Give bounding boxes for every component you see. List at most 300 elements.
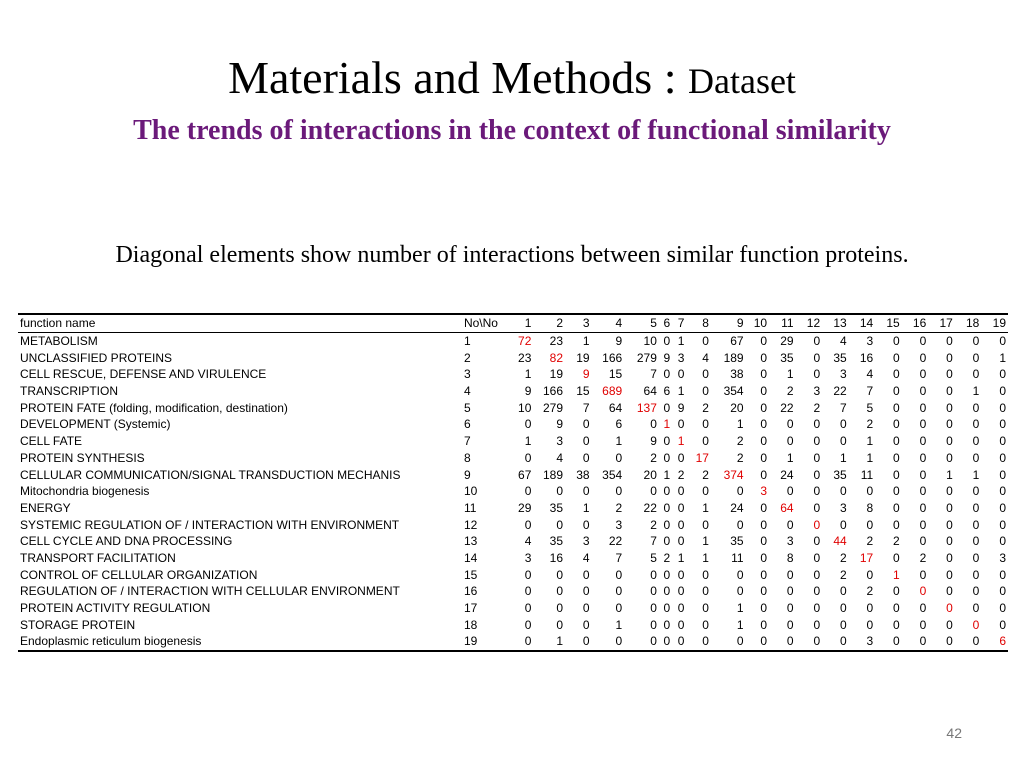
matrix-cell: 16: [549, 550, 564, 565]
row-number: 7: [463, 434, 471, 449]
matrix-cell: 0: [946, 567, 953, 582]
matrix-cell: 0: [972, 500, 980, 515]
matrix-cell: 1: [736, 417, 744, 432]
matrix-cell: 0: [615, 584, 623, 599]
matrix-cell: 0: [760, 467, 768, 482]
slide-subtitle: The trends of interactions in the context of functional similarity: [133, 115, 891, 146]
matrix-cell: 0: [650, 601, 657, 616]
table-row: [18, 616, 1008, 633]
matrix-cell: 15: [608, 367, 623, 382]
matrix-cell: 279: [636, 350, 657, 365]
matrix-cell: 0: [650, 617, 657, 632]
matrix-cell: 0: [999, 384, 1006, 399]
matrix-cell: 0: [839, 634, 847, 649]
matrix-cell: 0: [524, 484, 532, 499]
matrix-cell: 0: [760, 350, 768, 365]
slide-title: [0, 52, 1024, 107]
matrix-cell: 0: [972, 567, 980, 582]
header-col-1: 1: [524, 316, 532, 331]
matrix-cell: 0: [582, 450, 590, 465]
table-row: [18, 583, 1008, 600]
matrix-cell: 0: [524, 567, 532, 582]
matrix-cell: 0: [760, 601, 768, 616]
matrix-cell: 3: [866, 334, 874, 349]
matrix-cell: 1: [946, 467, 953, 482]
slide-description: Diagonal elements show number of interactions between similar function proteins.: [115, 242, 909, 268]
matrix-cell: 0: [813, 417, 821, 432]
matrix-cell: 8: [866, 500, 874, 515]
matrix-cell: 29: [518, 500, 532, 515]
matrix-cell: 0: [677, 634, 685, 649]
matrix-cell: 2: [650, 517, 657, 532]
table-row: [18, 483, 1008, 500]
matrix-cell: 0: [663, 334, 671, 349]
matrix-cell: 0: [999, 467, 1006, 482]
table-row: [18, 566, 1008, 583]
row-number: 13: [463, 534, 478, 549]
matrix-cell: 166: [602, 350, 623, 365]
matrix-cell: 0: [760, 617, 768, 632]
matrix-cell: 0: [946, 334, 953, 349]
matrix-cell: 0: [786, 634, 794, 649]
matrix-cell: 7: [839, 400, 847, 415]
matrix-cell: 0: [524, 584, 532, 599]
matrix-cell: 0: [813, 634, 821, 649]
matrix-cell: 0: [663, 601, 671, 616]
diagonal-cell: 374: [723, 467, 744, 482]
matrix-cell: 0: [556, 601, 564, 616]
matrix-cell: 0: [663, 567, 671, 582]
matrix-cell: 0: [999, 617, 1006, 632]
header-col-13: 13: [833, 316, 847, 331]
matrix-cell: 0: [813, 534, 821, 549]
diagonal-cell: 82: [549, 350, 564, 365]
matrix-cell: 0: [702, 601, 709, 616]
matrix-cell: 0: [663, 584, 671, 599]
matrix-cell: 4: [839, 334, 847, 349]
matrix-cell: 354: [723, 384, 744, 399]
matrix-cell: 9: [663, 350, 671, 365]
matrix-cell: 0: [663, 367, 671, 382]
matrix-cell: 0: [893, 450, 900, 465]
matrix-cell: 0: [839, 617, 847, 632]
matrix-cell: 0: [760, 334, 768, 349]
page-number: 42: [946, 725, 962, 741]
row-function-name: CONTROL OF CELLULAR ORGANIZATION: [20, 567, 258, 582]
matrix-cell: 7: [650, 534, 657, 549]
matrix-cell: 0: [813, 367, 821, 382]
matrix-cell: 0: [946, 584, 953, 599]
title-sub: Dataset: [687, 61, 796, 101]
matrix-cell: 0: [893, 434, 900, 449]
matrix-cell: 7: [650, 367, 657, 382]
matrix-cell: 7: [582, 400, 590, 415]
matrix-cell: 0: [556, 517, 564, 532]
matrix-cell: 0: [736, 567, 744, 582]
matrix-cell: 0: [615, 567, 623, 582]
matrix-cell: 0: [946, 417, 953, 432]
matrix-cell: 0: [582, 584, 590, 599]
matrix-cell: 0: [786, 517, 794, 532]
matrix-cell: 38: [576, 467, 590, 482]
matrix-cell: 0: [972, 350, 980, 365]
matrix-cell: 0: [760, 634, 768, 649]
matrix-cell: 0: [946, 517, 953, 532]
matrix-cell: 0: [813, 584, 821, 599]
header-col-5: 5: [650, 316, 657, 331]
matrix-cell: 9: [650, 434, 657, 449]
table-row: [18, 600, 1008, 617]
diagonal-cell: 72: [518, 334, 532, 349]
matrix-cell: 67: [730, 334, 744, 349]
matrix-cell: 2: [677, 467, 685, 482]
matrix-cell: 0: [556, 617, 564, 632]
matrix-cell: 1: [615, 617, 623, 632]
matrix-cell: 0: [972, 517, 980, 532]
matrix-cell: 1: [556, 634, 564, 649]
matrix-cell: 7: [615, 550, 623, 565]
matrix-cell: 5: [866, 400, 874, 415]
row-number: 2: [463, 350, 471, 365]
matrix-cell: 0: [893, 400, 900, 415]
matrix-cell: 35: [780, 350, 794, 365]
matrix-cell: 19: [576, 350, 590, 365]
row-number: 10: [463, 484, 478, 499]
matrix-cell: 2: [893, 534, 900, 549]
matrix-cell: 0: [702, 617, 709, 632]
matrix-cell: 0: [650, 584, 657, 599]
matrix-cell: 0: [650, 567, 657, 582]
diagonal-cell: 0: [813, 517, 821, 532]
table-row: [18, 550, 1008, 567]
table-row: [18, 383, 1008, 400]
matrix-cell: 0: [677, 500, 685, 515]
matrix-cell: 0: [919, 417, 927, 432]
matrix-cell: 0: [999, 517, 1006, 532]
row-function-name: STORAGE PROTEIN: [20, 617, 136, 632]
matrix-cell: 6: [615, 417, 623, 432]
title-main: Materials and Methods :: [228, 52, 688, 103]
matrix-cell: 0: [813, 350, 821, 365]
matrix-cell: 2: [663, 550, 671, 565]
matrix-cell: 0: [650, 417, 657, 432]
matrix-cell: 0: [582, 634, 590, 649]
matrix-cell: 67: [518, 467, 532, 482]
row-function-name: CELL FATE: [20, 434, 83, 449]
matrix-cell: 0: [999, 584, 1006, 599]
header-col-4: 4: [615, 316, 623, 331]
matrix-cell: 0: [866, 567, 874, 582]
matrix-cell: 22: [643, 500, 657, 515]
matrix-cell: 19: [549, 367, 564, 382]
matrix-cell: 0: [524, 617, 532, 632]
matrix-cell: 0: [893, 350, 900, 365]
matrix-cell: 189: [542, 467, 564, 482]
matrix-cell: 1: [866, 450, 874, 465]
row-function-name: DEVELOPMENT (Systemic): [20, 417, 171, 432]
table-row: [18, 533, 1008, 550]
row-number: 16: [463, 584, 478, 599]
matrix-cell: 20: [730, 400, 744, 415]
matrix-cell: 0: [760, 567, 768, 582]
matrix-cell: 0: [615, 484, 623, 499]
matrix-cell: 0: [839, 484, 847, 499]
matrix-cell: 2: [866, 417, 874, 432]
table-row: [18, 366, 1008, 383]
matrix-cell: 0: [760, 400, 768, 415]
matrix-cell: 11: [860, 467, 874, 482]
matrix-cell: 64: [608, 400, 623, 415]
matrix-cell: 22: [833, 384, 847, 399]
matrix-cell: 1: [736, 617, 744, 632]
matrix-cell: 0: [702, 517, 709, 532]
diagonal-cell: 6: [999, 634, 1006, 649]
matrix-cell: 0: [893, 484, 900, 499]
matrix-cell: 0: [677, 484, 685, 499]
matrix-cell: 0: [650, 634, 657, 649]
matrix-cell: 0: [893, 517, 900, 532]
matrix-cell: 0: [972, 417, 980, 432]
header-col-12: 12: [806, 316, 821, 331]
matrix-cell: 0: [677, 617, 685, 632]
matrix-cell: 0: [999, 567, 1006, 582]
matrix-cell: 0: [972, 367, 980, 382]
diagonal-cell: 1: [893, 567, 900, 582]
matrix-cell: 0: [919, 484, 927, 499]
matrix-cell: 9: [677, 400, 685, 415]
matrix-cell: 64: [643, 384, 657, 399]
matrix-cell: 0: [760, 550, 768, 565]
matrix-cell: 2: [866, 534, 874, 549]
matrix-cell: 2: [736, 434, 744, 449]
matrix-cell: 2: [736, 450, 744, 465]
matrix-cell: 0: [999, 367, 1006, 382]
table-row: [18, 433, 1008, 450]
matrix-cell: 1: [524, 434, 532, 449]
row-number: 5: [463, 400, 471, 415]
row-number: 3: [463, 367, 471, 382]
matrix-cell: 0: [813, 467, 821, 482]
matrix-cell: 1: [677, 550, 685, 565]
row-number: 1: [463, 334, 471, 349]
matrix-cell: 0: [582, 567, 590, 582]
matrix-cell: 4: [702, 350, 709, 365]
diagonal-cell: 9: [582, 367, 590, 382]
matrix-cell: 0: [919, 400, 927, 415]
matrix-cell: 0: [893, 584, 900, 599]
matrix-cell: 0: [839, 417, 847, 432]
matrix-cell: 0: [760, 517, 768, 532]
matrix-cell: 0: [999, 334, 1006, 349]
matrix-cell: 3: [786, 534, 794, 549]
matrix-cell: 0: [972, 434, 980, 449]
matrix-cell: 0: [677, 417, 685, 432]
matrix-cell: 0: [615, 601, 623, 616]
diagonal-cell: 17: [695, 450, 709, 465]
matrix-cell: 0: [786, 417, 794, 432]
matrix-cell: 1: [786, 450, 794, 465]
diagonal-cell: 3: [760, 484, 768, 499]
header-no: No\No: [463, 316, 498, 331]
matrix-cell: 0: [972, 334, 980, 349]
matrix-cell: 35: [549, 500, 564, 515]
header-col-7: 7: [677, 316, 685, 331]
matrix-cell: 0: [663, 534, 671, 549]
matrix-cell: 0: [919, 601, 927, 616]
matrix-cell: 1: [999, 350, 1006, 365]
matrix-cell: 0: [760, 534, 768, 549]
matrix-cell: 0: [702, 417, 709, 432]
matrix-cell: 0: [663, 500, 671, 515]
table-row: [18, 349, 1008, 366]
diagonal-cell: 1: [663, 417, 671, 432]
diagonal-cell: 1: [677, 434, 685, 449]
matrix-cell: 0: [972, 550, 980, 565]
matrix-cell: 0: [736, 517, 744, 532]
matrix-cell: 0: [839, 517, 847, 532]
matrix-cell: 9: [524, 384, 532, 399]
matrix-cell: 0: [702, 634, 709, 649]
matrix-cell: 0: [582, 417, 590, 432]
matrix-cell: 0: [677, 450, 685, 465]
matrix-cell: 15: [576, 384, 590, 399]
matrix-cell: 3: [524, 550, 532, 565]
matrix-cell: 0: [893, 367, 900, 382]
matrix-cell: 2: [702, 467, 709, 482]
matrix-cell: 4: [524, 534, 532, 549]
matrix-cell: 20: [643, 467, 657, 482]
matrix-cell: 3: [839, 367, 847, 382]
row-function-name: CELL RESCUE, DEFENSE AND VIRULENCE: [20, 367, 267, 382]
matrix-cell: 0: [813, 500, 821, 515]
matrix-cell: 0: [786, 584, 794, 599]
row-function-name: REGULATION OF / INTERACTION WITH CELLULAR ENVIRONMENT: [20, 584, 400, 599]
matrix-cell: 2: [839, 550, 847, 565]
interaction-matrix-table: [18, 313, 1008, 652]
table-header-row: [18, 314, 1008, 332]
table-row: [18, 633, 1008, 651]
matrix-cell: 0: [813, 617, 821, 632]
matrix-cell: 0: [524, 417, 532, 432]
row-function-name: Mitochondria biogenesis: [20, 484, 150, 499]
matrix-cell: 0: [866, 484, 874, 499]
matrix-cell: 0: [999, 450, 1006, 465]
matrix-cell: 0: [919, 384, 927, 399]
matrix-cell: 0: [999, 484, 1006, 499]
matrix-cell: 11: [731, 550, 744, 565]
matrix-cell: 1: [839, 450, 847, 465]
header-function-name: function name: [20, 316, 96, 331]
matrix-cell: 2: [702, 400, 709, 415]
matrix-cell: 0: [919, 467, 927, 482]
table-row: [18, 332, 1008, 349]
row-function-name: PROTEIN SYNTHESIS: [20, 450, 145, 465]
matrix-cell: 0: [650, 484, 657, 499]
matrix-cell: 0: [615, 634, 623, 649]
matrix-cell: 0: [919, 350, 927, 365]
matrix-cell: 0: [702, 484, 709, 499]
matrix-cell: 2: [615, 500, 623, 515]
matrix-cell: 0: [663, 434, 671, 449]
matrix-cell: 0: [677, 584, 685, 599]
matrix-cell: 0: [582, 484, 590, 499]
matrix-cell: 1: [702, 500, 709, 515]
matrix-cell: 0: [786, 434, 794, 449]
matrix-cell: 1: [702, 534, 709, 549]
diagonal-cell: 137: [636, 400, 657, 415]
header-col-3: 3: [582, 316, 590, 331]
matrix-cell: 0: [663, 634, 671, 649]
matrix-cell: 0: [999, 500, 1006, 515]
row-number: 18: [463, 617, 478, 632]
matrix-cell: 0: [677, 567, 685, 582]
matrix-cell: 3: [813, 384, 821, 399]
matrix-cell: 0: [677, 517, 685, 532]
row-number: 4: [463, 384, 471, 399]
matrix-cell: 0: [524, 634, 532, 649]
matrix-cell: 1: [866, 434, 874, 449]
matrix-cell: 35: [549, 534, 564, 549]
matrix-cell: 0: [702, 384, 709, 399]
matrix-cell: 0: [946, 534, 953, 549]
matrix-cell: 0: [946, 400, 953, 415]
header-col-14: 14: [859, 316, 874, 331]
matrix-cell: 0: [813, 484, 821, 499]
matrix-cell: 35: [833, 467, 847, 482]
matrix-cell: 0: [893, 550, 900, 565]
matrix-cell: 0: [999, 601, 1006, 616]
matrix-cell: 0: [919, 617, 927, 632]
matrix-cell: 0: [839, 601, 847, 616]
row-function-name: PROTEIN ACTIVITY REGULATION: [20, 601, 211, 616]
matrix-cell: 0: [556, 567, 564, 582]
table-body: [18, 332, 1008, 651]
matrix-cell: 2: [650, 450, 657, 465]
matrix-cell: 0: [524, 517, 532, 532]
matrix-cell: 23: [518, 350, 532, 365]
header-col-15: 15: [886, 316, 900, 331]
row-function-name: TRANSPORT FACILITATION: [20, 550, 176, 565]
matrix-cell: 166: [542, 384, 564, 399]
matrix-cell: 22: [780, 400, 794, 415]
matrix-cell: 2: [786, 384, 794, 399]
matrix-cell: 0: [813, 550, 821, 565]
matrix-cell: 0: [582, 517, 590, 532]
matrix-cell: 0: [760, 434, 768, 449]
matrix-cell: 0: [663, 450, 671, 465]
matrix-cell: 0: [677, 601, 685, 616]
row-function-name: Endoplasmic reticulum biogenesis: [20, 634, 202, 649]
matrix-cell: 3: [999, 550, 1006, 565]
matrix-cell: 7: [866, 384, 874, 399]
matrix-cell: 0: [786, 617, 794, 632]
matrix-cell: 0: [972, 400, 980, 415]
matrix-cell: 24: [780, 467, 794, 482]
matrix-cell: 0: [972, 584, 980, 599]
matrix-cell: 0: [919, 517, 927, 532]
matrix-cell: 1: [663, 467, 671, 482]
matrix-cell: 0: [893, 500, 900, 515]
matrix-cell: 0: [972, 484, 980, 499]
matrix-cell: 3: [582, 534, 590, 549]
matrix-cell: 10: [643, 334, 657, 349]
matrix-cell: 1: [582, 500, 590, 515]
matrix-cell: 2: [866, 584, 874, 599]
matrix-cell: 0: [866, 601, 874, 616]
matrix-cell: 0: [972, 634, 980, 649]
diagonal-cell: 689: [602, 384, 623, 399]
matrix-cell: 0: [702, 334, 709, 349]
